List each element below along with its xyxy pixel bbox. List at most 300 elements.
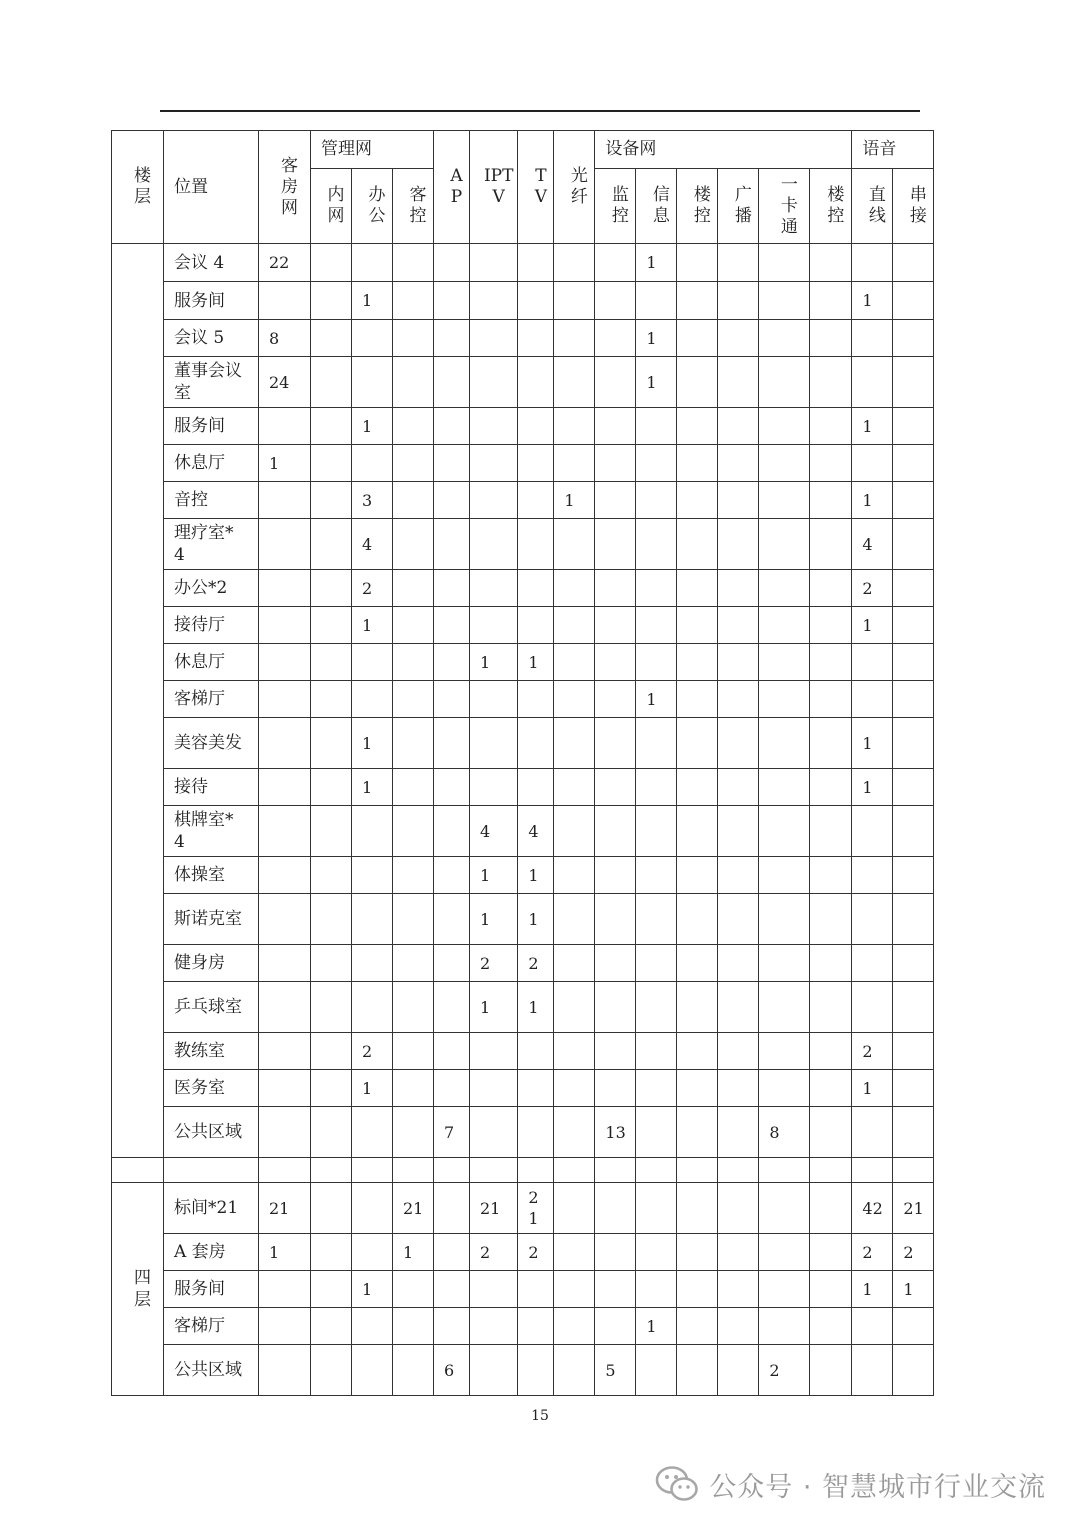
value-cell [893, 894, 934, 945]
value-cell [636, 445, 677, 482]
value-cell [259, 945, 311, 982]
value-cell [759, 1234, 810, 1271]
value-cell [810, 1345, 852, 1396]
value-cell [852, 681, 893, 718]
table-row [112, 570, 934, 607]
header-location: 位置 [164, 131, 259, 244]
value-cell [595, 244, 636, 282]
value-cell [259, 1033, 311, 1070]
value-cell: 1 [518, 982, 554, 1033]
value-cell [595, 445, 636, 482]
value-cell [595, 1271, 636, 1308]
header-row-1 [112, 131, 934, 169]
value-cell [434, 718, 470, 769]
header-guest-net: 客房网 [259, 131, 311, 244]
table-row [112, 769, 934, 806]
value-cell [554, 1345, 595, 1396]
table-row [112, 806, 934, 857]
value-cell [718, 718, 759, 769]
value-cell [893, 607, 934, 644]
value-cell [311, 718, 352, 769]
value-cell [718, 857, 759, 894]
floor-cell-4f: 四层 [112, 1183, 164, 1396]
value-cell [393, 445, 434, 482]
value-cell [810, 1271, 852, 1308]
value-cell [810, 982, 852, 1033]
value-cell [595, 806, 636, 857]
value-cell: 4 [518, 806, 554, 857]
value-cell [595, 320, 636, 357]
location-cell: 休息厅 [164, 644, 259, 681]
value-cell [810, 1234, 852, 1271]
value-cell [636, 806, 677, 857]
table-row [112, 894, 934, 945]
value-cell: 5 [595, 1345, 636, 1396]
location-cell: 服务间 [164, 1271, 259, 1308]
value-cell: 1 [393, 1234, 434, 1271]
value-cell [434, 445, 470, 482]
table-row [112, 1033, 934, 1070]
value-cell [893, 282, 934, 320]
value-cell [311, 1107, 352, 1158]
value-cell: 2 [852, 1033, 893, 1070]
value-cell [352, 357, 393, 408]
watermark-text: 公众号 · 智慧城市行业交流 [709, 1471, 1046, 1503]
wechat-icon [655, 1464, 699, 1504]
header-device-group: 设备网 [595, 131, 852, 169]
empty-cell [352, 1158, 393, 1183]
value-cell [759, 982, 810, 1033]
value-cell [893, 644, 934, 681]
value-cell [718, 681, 759, 718]
value-cell [893, 320, 934, 357]
value-cell [677, 1271, 718, 1308]
table-row [112, 519, 934, 570]
value-cell [677, 282, 718, 320]
location-cell: 美容美发 [164, 718, 259, 769]
value-cell [311, 681, 352, 718]
value-cell [718, 408, 759, 445]
location-cell: 办公*2 [164, 570, 259, 607]
value-cell [636, 282, 677, 320]
value-cell [677, 1107, 718, 1158]
location-cell: A 套房 [164, 1234, 259, 1271]
table-row [112, 857, 934, 894]
value-cell [595, 1308, 636, 1345]
value-cell [810, 681, 852, 718]
value-cell [893, 945, 934, 982]
value-cell [311, 244, 352, 282]
value-cell [518, 607, 554, 644]
value-cell [595, 982, 636, 1033]
value-cell [759, 644, 810, 681]
value-cell [311, 1033, 352, 1070]
value-cell [554, 1183, 595, 1234]
table-row [112, 1345, 934, 1396]
value-cell [636, 1183, 677, 1234]
value-cell [636, 1234, 677, 1271]
value-cell [677, 445, 718, 482]
value-cell [393, 769, 434, 806]
value-cell [554, 681, 595, 718]
value-cell [518, 1345, 554, 1396]
table-row [112, 718, 934, 769]
page-number: 15 [531, 1408, 549, 1424]
watermark [655, 1462, 1046, 1506]
value-cell [810, 570, 852, 607]
value-cell [759, 681, 810, 718]
value-cell [636, 1345, 677, 1396]
empty-cell [393, 1158, 434, 1183]
value-cell [893, 1107, 934, 1158]
value-cell [434, 806, 470, 857]
value-cell [677, 408, 718, 445]
value-cell [259, 1107, 311, 1158]
header-mgmt-intranet: 内网 [311, 169, 352, 244]
value-cell [759, 408, 810, 445]
value-cell: 3 [352, 482, 393, 519]
value-cell [434, 1234, 470, 1271]
value-cell [718, 945, 759, 982]
value-cell [554, 408, 595, 445]
value-cell [311, 519, 352, 570]
value-cell [352, 1308, 393, 1345]
value-cell [393, 1070, 434, 1107]
value-cell [810, 1033, 852, 1070]
value-cell [393, 607, 434, 644]
empty-cell [595, 1158, 636, 1183]
value-cell [718, 1183, 759, 1234]
value-cell [393, 718, 434, 769]
value-cell [852, 982, 893, 1033]
value-cell: 2 [852, 1234, 893, 1271]
value-cell [852, 644, 893, 681]
value-cell [810, 1183, 852, 1234]
value-cell [810, 482, 852, 519]
value-cell [810, 769, 852, 806]
value-cell [554, 1107, 595, 1158]
value-cell: 1 [636, 244, 677, 282]
empty-cell [434, 1158, 470, 1183]
value-cell [636, 570, 677, 607]
empty-cell [636, 1158, 677, 1183]
value-cell [554, 282, 595, 320]
header-iptv: IPTV [470, 131, 518, 244]
value-cell [636, 607, 677, 644]
header-device-bas: 楼控 [677, 169, 718, 244]
value-cell [759, 519, 810, 570]
value-cell [677, 357, 718, 408]
value-cell [434, 857, 470, 894]
empty-cell [759, 1158, 810, 1183]
value-cell [470, 408, 518, 445]
value-cell [393, 282, 434, 320]
location-cell: 董事会议室 [164, 357, 259, 408]
value-cell [434, 607, 470, 644]
value-cell [352, 445, 393, 482]
value-cell [852, 445, 893, 482]
value-cell [852, 1345, 893, 1396]
value-cell [554, 1271, 595, 1308]
value-cell [595, 769, 636, 806]
value-cell [311, 769, 352, 806]
value-cell [595, 357, 636, 408]
value-cell [636, 482, 677, 519]
value-cell [554, 519, 595, 570]
value-cell [718, 482, 759, 519]
location-cell: 休息厅 [164, 445, 259, 482]
value-cell [852, 857, 893, 894]
value-cell [352, 1107, 393, 1158]
value-cell [259, 894, 311, 945]
location-cell: 斯诺克室 [164, 894, 259, 945]
value-cell [470, 244, 518, 282]
value-cell [718, 1234, 759, 1271]
value-cell [470, 320, 518, 357]
value-cell: 1 [518, 644, 554, 681]
value-cell [595, 607, 636, 644]
value-cell [677, 806, 718, 857]
value-cell [434, 1183, 470, 1234]
value-cell [636, 982, 677, 1033]
value-cell [718, 607, 759, 644]
value-cell: 4 [352, 519, 393, 570]
location-cell: 客梯厅 [164, 1308, 259, 1345]
value-cell [677, 982, 718, 1033]
value-cell [470, 607, 518, 644]
value-cell: 1 [352, 607, 393, 644]
value-cell: 1 [352, 1070, 393, 1107]
value-cell [759, 945, 810, 982]
value-cell [677, 1033, 718, 1070]
value-cell [311, 644, 352, 681]
empty-cell [554, 1158, 595, 1183]
value-cell [393, 244, 434, 282]
header-device-broadcast: 广播 [718, 169, 759, 244]
location-cell: 健身房 [164, 945, 259, 982]
value-cell [311, 282, 352, 320]
value-cell [810, 857, 852, 894]
value-cell [434, 482, 470, 519]
location-cell: 理疗室*4 [164, 519, 259, 570]
value-cell [718, 806, 759, 857]
value-cell [393, 1308, 434, 1345]
value-cell [893, 570, 934, 607]
location-cell: 服务间 [164, 408, 259, 445]
value-cell [595, 570, 636, 607]
value-cell [852, 1107, 893, 1158]
value-cell [718, 1308, 759, 1345]
value-cell: 1 [470, 982, 518, 1033]
value-cell [636, 857, 677, 894]
value-cell [554, 357, 595, 408]
value-cell [893, 1033, 934, 1070]
value-cell [434, 1308, 470, 1345]
value-cell [311, 408, 352, 445]
value-cell [677, 894, 718, 945]
value-cell [554, 1033, 595, 1070]
value-cell [554, 607, 595, 644]
empty-cell [112, 1158, 164, 1183]
value-cell [393, 1345, 434, 1396]
value-cell [259, 1308, 311, 1345]
value-cell [718, 644, 759, 681]
value-cell [759, 894, 810, 945]
value-cell [259, 681, 311, 718]
value-cell: 2 [759, 1345, 810, 1396]
value-cell: 1 [470, 857, 518, 894]
value-cell [759, 1308, 810, 1345]
value-cell [852, 1308, 893, 1345]
value-cell [393, 408, 434, 445]
value-cell [677, 857, 718, 894]
header-mgmt-guest-control: 客控 [393, 169, 434, 244]
value-cell [470, 681, 518, 718]
value-cell [759, 607, 810, 644]
value-cell: 22 [259, 244, 311, 282]
value-cell [518, 1308, 554, 1345]
value-cell [595, 945, 636, 982]
value-cell [893, 1345, 934, 1396]
header-device-info: 信息 [636, 169, 677, 244]
value-cell [810, 357, 852, 408]
value-cell [636, 945, 677, 982]
value-cell: 21 [393, 1183, 434, 1234]
location-cell: 公共区域 [164, 1107, 259, 1158]
value-cell [677, 644, 718, 681]
value-cell: 1 [352, 1271, 393, 1308]
value-cell [259, 570, 311, 607]
value-cell [434, 357, 470, 408]
value-cell [677, 519, 718, 570]
value-cell [852, 320, 893, 357]
location-cell: 接待厅 [164, 607, 259, 644]
value-cell: 1 [352, 718, 393, 769]
value-cell [810, 519, 852, 570]
value-cell [434, 282, 470, 320]
value-cell [434, 769, 470, 806]
value-cell [393, 806, 434, 857]
value-cell [393, 357, 434, 408]
value-cell [259, 519, 311, 570]
value-cell [595, 718, 636, 769]
value-cell [718, 1070, 759, 1107]
value-cell [810, 894, 852, 945]
value-cell [518, 282, 554, 320]
value-cell [352, 1183, 393, 1234]
value-cell [259, 644, 311, 681]
value-cell [311, 607, 352, 644]
value-cell [311, 806, 352, 857]
value-cell [893, 445, 934, 482]
value-cell [893, 806, 934, 857]
value-cell [259, 806, 311, 857]
value-cell [554, 982, 595, 1033]
value-cell [893, 519, 934, 570]
header-mgmt-office: 办公 [352, 169, 393, 244]
value-cell [434, 644, 470, 681]
value-cell [470, 1033, 518, 1070]
value-cell [311, 320, 352, 357]
value-cell [311, 482, 352, 519]
value-cell [518, 681, 554, 718]
header-voice-group: 语音 [852, 131, 934, 169]
value-cell: 1 [852, 1070, 893, 1107]
header-device-bas-2: 楼控 [810, 169, 852, 244]
value-cell: 7 [434, 1107, 470, 1158]
value-cell: 24 [259, 357, 311, 408]
value-cell [595, 644, 636, 681]
value-cell [677, 1070, 718, 1107]
value-cell [677, 570, 718, 607]
value-cell [393, 644, 434, 681]
value-cell: 1 [518, 857, 554, 894]
value-cell [311, 1345, 352, 1396]
value-cell [554, 1308, 595, 1345]
value-cell [636, 718, 677, 769]
value-cell [554, 894, 595, 945]
value-cell [718, 570, 759, 607]
value-cell [893, 681, 934, 718]
location-cell: 会议 4 [164, 244, 259, 282]
value-cell [352, 1345, 393, 1396]
value-cell [677, 1308, 718, 1345]
empty-cell [852, 1158, 893, 1183]
value-cell [518, 320, 554, 357]
value-cell [259, 408, 311, 445]
value-cell [434, 408, 470, 445]
value-cell: 1 [852, 1271, 893, 1308]
empty-cell [259, 1158, 311, 1183]
value-cell [259, 857, 311, 894]
header-device-cctv: 监控 [595, 169, 636, 244]
value-cell [554, 806, 595, 857]
value-cell [677, 244, 718, 282]
value-cell [759, 1271, 810, 1308]
value-cell [595, 894, 636, 945]
value-cell [311, 445, 352, 482]
value-cell: 1 [852, 282, 893, 320]
value-cell [554, 570, 595, 607]
value-cell: 1 [852, 408, 893, 445]
value-cell [311, 570, 352, 607]
value-cell [352, 945, 393, 982]
value-cell [759, 857, 810, 894]
table-row [112, 357, 934, 408]
value-cell [810, 445, 852, 482]
value-cell [677, 320, 718, 357]
value-cell [470, 570, 518, 607]
value-cell [759, 482, 810, 519]
value-cell [470, 445, 518, 482]
location-cell: 服务间 [164, 282, 259, 320]
empty-cell [893, 1158, 934, 1183]
table-row [112, 482, 934, 519]
value-cell: 6 [434, 1345, 470, 1396]
value-cell [718, 519, 759, 570]
value-cell [810, 320, 852, 357]
value-cell [718, 982, 759, 1033]
value-cell [554, 320, 595, 357]
value-cell [636, 1271, 677, 1308]
value-cell [518, 519, 554, 570]
value-cell [677, 482, 718, 519]
empty-cell [677, 1158, 718, 1183]
value-cell [718, 1345, 759, 1396]
value-cell: 4 [470, 806, 518, 857]
table-row [112, 445, 934, 482]
value-cell [893, 482, 934, 519]
